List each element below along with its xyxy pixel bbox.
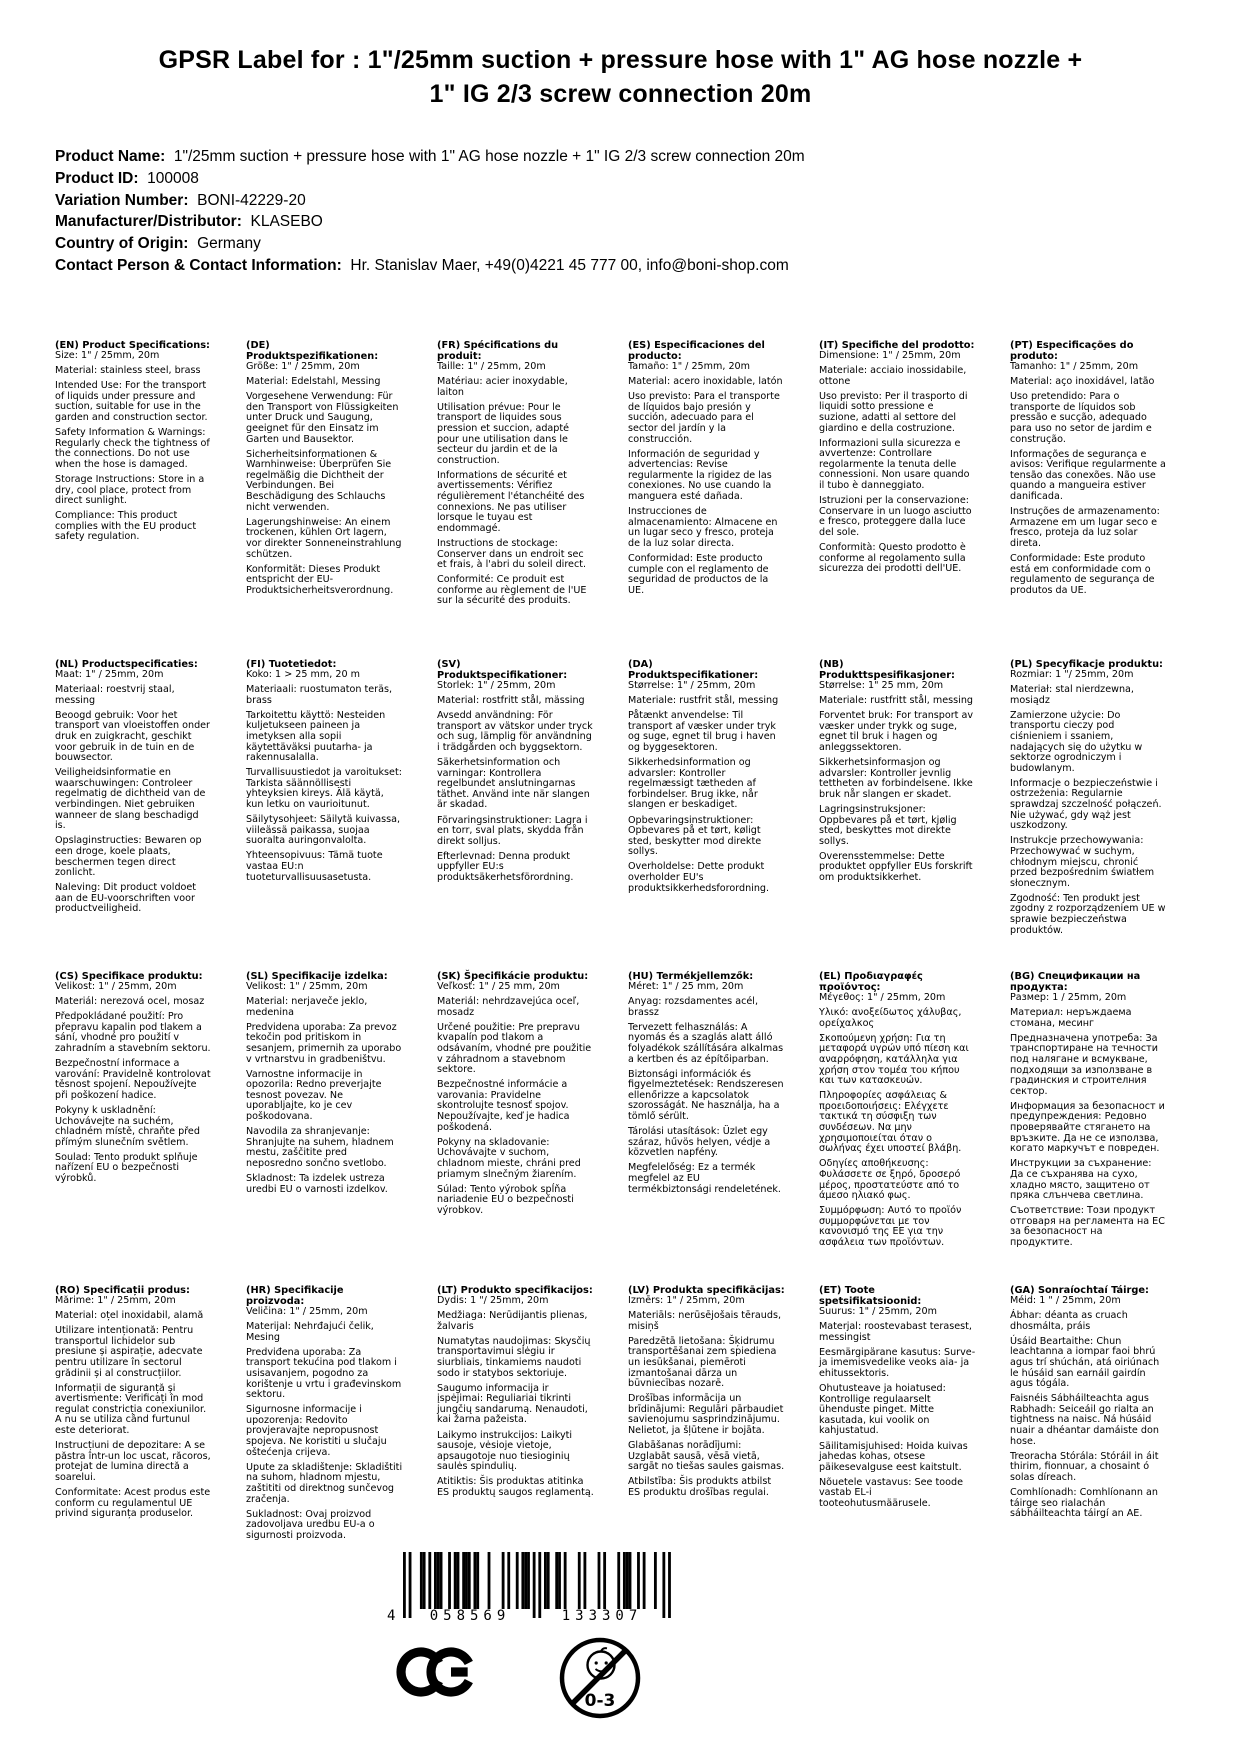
spec-paragraph: Uso pretendido: Para o transporte de líquidos sob pressão e sucção, adequado para uso no setor de jardim e construção. [1010, 391, 1152, 445]
spec-paragraph: Súlad: Tento výrobok spĺňa nariadenie EÚ o bezpečnosti výrobkov. [437, 1183, 574, 1216]
spec-paragraph: Medžiaga: Nerūdijantis plienas, žalvaris [437, 1310, 588, 1332]
spec-paragraph: Naleving: Dit product voldoet aan de EU-voorschriften voor productveiligheid. [55, 882, 197, 915]
spec-paragraph: Úsáid Beartaithe: Chun leachtanna a iompar faoi bhrú agus trí shúchán, atá oiriúnach le húsáid san earnáil gairdín agus tógála. [1010, 1335, 1160, 1390]
spec-block-pt [1010, 340, 1187, 659]
spec-paragraph: Informacje o bezpieczeństwie i ostrzeżenia: Regularnie sprawdzaj szczelność połączeń. Nie używać, gdy wąż jest uszkodzony. [1010, 777, 1162, 832]
spec-paragraph: Lagringsinstruksjoner: Oppbevares på et tørt, kjølig sted, beskyttes mot direkte sollys. [819, 803, 957, 847]
ean13-barcode [387, 1552, 673, 1636]
spec-paragraph: Zamierzone użycie: Do transportu cieczy pod ciśnieniem i ssaniem, nadających się do użytku w sektorze ogrodniczym i budowlanym. [1010, 709, 1143, 774]
spec-paragraph: Intended Use: For the transport of liquids under pressure and suction, suitable for use in the garden and construction sector. [55, 380, 208, 423]
spec-paragraph: Съответствие: Този продукт отговаря на регламента на ЕС за безопасност на продуктите. [1010, 1205, 1165, 1248]
spec-paragraph: Avsedd användning: För transport av vätskor under tryck och sug, lämplig för användning i trädgården och byggsektorn. [437, 710, 593, 753]
spec-paragraph: Bezpečnostní informace a varování: Pravidelně kontrolovat těsnost spojení. Nepoužívejte při poškození hadice. [55, 1058, 211, 1101]
spec-paragraph: Dimensione: 1" / 25mm, 20m [819, 350, 961, 361]
spec-block-header: (EL) Προδιαγραφές προϊόντος: [819, 971, 923, 993]
product-info-row [55, 190, 805, 212]
spec-paragraph: Instructions de stockage: Conserver dans un endroit sec et frais, à l'abri du soleil direct. [437, 537, 587, 571]
product-info-row [55, 211, 805, 233]
spec-paragraph: Varnostne informacije in opozorila: Redno preverjajte tesnost povezav. Ne uporabljajte, ko je cev poškodovana. [246, 1068, 382, 1123]
spec-paragraph: Předpokládané použití: Pro přepravu kapalin pod tlakem a sání, vhodné pro použití v zahradním a stavebním sektoru. [55, 1011, 211, 1054]
spec-paragraph: Material: oțel inoxidabil, alamă [55, 1310, 204, 1322]
product-info [55, 146, 805, 277]
spec-paragraph: Turvallisuustiedot ja varoitukset: Tarkista säännöllisesti yhteyksien kireys. Älä käytä, kun letku on vaurioitunut. [246, 767, 402, 811]
spec-block-ro [55, 1285, 232, 1546]
spec-paragraph: Lagerungshinweise: An einem trockenen, kühlen Ort lagern, vor direkter Sonneneinstrahlung schützen. [246, 516, 402, 560]
spec-paragraph: Veličina: 1" / 25mm, 20m [246, 1306, 368, 1317]
spec-block-et [819, 1285, 996, 1546]
spec-paragraph: Biztonsági információk és figyelmeztetések: Rendszeresen ellenőrizze a kapcsolatok szorosságát. Ne használja, ha a tömlő sérült. [628, 1068, 784, 1123]
spec-paragraph: Atitiktis: Šis produktas atitinka ES produktų saugos reglamentą. [437, 1476, 594, 1498]
spec-paragraph: Tervezett felhasználás: A nyomás és a szaglás alatt álló folyadékok szállítására alkalmas a kertben és az építőiparban. [628, 1021, 784, 1065]
spec-block-body [1010, 1296, 1167, 1520]
spec-paragraph: Uso previsto: Para el transporte de líquidos bajo presión y succión, adecuado para el sector del jardín y la construcción. [628, 391, 780, 445]
spec-paragraph: Numatytas naudojimas: Skysčių transportavimui slėgiu ir siurbliais, tinkamiems naudoti sodo ir statybos sektoriuje. [437, 1335, 591, 1379]
spec-block-bg [1010, 971, 1187, 1285]
spec-block-body [55, 982, 212, 1185]
spec-paragraph: Materiale: acciaio inossidabile, ottone [819, 365, 967, 387]
info-label: Product ID: [55, 169, 148, 187]
spec-paragraph: Tárolási utasítások: Üzlet egy száraz, hűvös helyen, védje a közvetlen napfény. [628, 1126, 771, 1159]
spec-paragraph: Instrukcje przechowywania: Przechowywać w suchym, chłodnym miejscu, chronić przed bezpośrednim światłem słonecznym. [1010, 835, 1155, 889]
spec-block-header: (NL) Productspecificaties: [55, 659, 198, 670]
spec-paragraph: Yhteensopivuus: Tämä tuote vastaa EU:n tuoteturvallisuusasetusta. [246, 850, 383, 883]
spec-paragraph: Información de seguridad y advertencias: Revise regularmente la rigidez de las conexiones. No use cuando la manguera esté dañada. [628, 448, 772, 503]
spec-paragraph: Οδηγίες αποθήκευσης: Φυλάσσετε σε ξηρό, δροσερό μέρος, προστατεύστε από το άμεσο ηλιακό φως. [819, 1158, 961, 1202]
spec-block-body [55, 1296, 212, 1520]
spec-paragraph: Σκοπούμενη χρήση: Για τη μεταφορά υγρών υπό πίεση και αναρρόφηση, κατάλληλα για χρήση στον τομέα του κήπου και των κατασκευών. [819, 1032, 969, 1087]
spec-block-body [628, 982, 785, 1195]
spec-paragraph: Materiál: nerezová ocel, mosaz [55, 996, 205, 1008]
spec-paragraph: Materiale: rustfritt stål, messing [819, 695, 973, 707]
spec-paragraph: Paredzētā lietošana: Šķidrumu transportēšanai zem spiediena un iesūkšanai, piemēroti izmantošanai dārza un būvniecības nozarē. [628, 1335, 777, 1390]
spec-paragraph: Soulad: Tento produkt splňuje nařízení EU o bezpečnosti výrobků. [55, 1151, 198, 1184]
spec-block-header: (NB) Produkttspesifikasjoner: [819, 659, 955, 681]
spec-paragraph: Nõuetele vastavus: See toode vastab EL-i tooteohutusmäärusele. [819, 1476, 963, 1509]
product-info-row [55, 146, 805, 168]
spec-paragraph: Conformità: Questo prodotto è conforme al regolamento sulla sicurezza dei prodotti dell'UE. [819, 542, 966, 575]
spec-paragraph: Taille: 1" / 25mm, 20m [437, 361, 546, 372]
spec-paragraph: Compliance: This product complies with the EU product safety regulation. [55, 510, 197, 543]
info-value: KLASEBO [250, 213, 323, 231]
spec-paragraph: Comhlíonadh: Comhlíonann an táirge seo rialachán sábháilteachta táirgí an AE. [1010, 1487, 1158, 1520]
spec-paragraph: Zgodność: Ten produkt jest zgodny z rozporządzeniem UE w sprawie bezpieczeństwa produktów. [1010, 892, 1166, 936]
spec-block-lv [628, 1285, 805, 1546]
spec-paragraph: Sigurnosne informacije i upozorenja: Redovito provjeravajte nepropusnost spojeva. Ne koristiti u slučaju oštećenja crijeva. [246, 1404, 387, 1458]
spec-paragraph: Sikkerhedsinformation og advarsler: Kontroller regelmæssigt tætheden af forbindelser. Brug ikke, når slangen er beskadiget. [628, 757, 758, 811]
spec-block-header: (IT) Specifiche del prodotto: [819, 340, 975, 351]
spec-paragraph: Konformität: Dieses Produkt entspricht der EU-Produktsicherheitsverordnung. [246, 563, 394, 596]
spec-block-nl [55, 659, 232, 971]
spec-block-header: (SK) Špecifikácie produktu: [437, 971, 589, 982]
spec-paragraph: Συμμόρφωση: Αυτό το προϊόν συμμορφώνεται με τον κανονισμό της ΕΕ για την ασφάλεια των προϊόντων. [819, 1205, 962, 1248]
spec-block-header: (PT) Especificações do produto: [1010, 340, 1134, 362]
info-label: Contact Person & Contact Information: [55, 256, 351, 274]
spec-paragraph: Suurus: 1" / 25mm, 20m [819, 1306, 937, 1317]
spec-paragraph: Informações de segurança e avisos: Verifique regularmente a tensão das conexões. Não use quando a mangueira estiver danificada. [1010, 448, 1166, 503]
spec-paragraph: Material: acero inoxidable, latón [628, 376, 783, 388]
spec-paragraph: Materiál: nehrdzavejúca oceľ, mosadz [437, 996, 580, 1018]
product-info-row [55, 255, 805, 277]
spec-paragraph: Größe: 1" / 25mm, 20m [246, 361, 360, 372]
spec-block-it [819, 340, 996, 659]
spec-paragraph: Laikymo instrukcijos: Laikyti sausoje, vėsioje vietoje, apsaugotoje nuo tiesioginių saulės spindulių. [437, 1429, 573, 1473]
spec-paragraph: Material: nerjaveče jeklo, medenina [246, 996, 368, 1018]
ce-mark-icon [396, 1646, 476, 1702]
spec-paragraph: Størrelse: 1" 25 mm, 20m [819, 680, 944, 691]
product-info-row [55, 233, 805, 255]
spec-paragraph: Informazioni sulla sicurezza e avvertenze: Controllare regolarmente la tenuta delle connessioni. Non usare quando il tubo è danneggiato. [819, 437, 970, 492]
spec-paragraph: Instrucciones de almacenamiento: Almacene en un lugar seco y fresco, proteja de la luz solar directa. [628, 506, 778, 549]
barcode-system-digit: 4 [387, 1608, 396, 1624]
spec-paragraph: Overholdelse: Dette produkt overholder EU's produktsikkerhedsforordning. [628, 861, 770, 894]
spec-paragraph: Saugumo informacija ir įspėjimai: Reguliariai tikrinti jungčių sandarumą. Nenaudoti, kai žarna pažeista. [437, 1382, 588, 1426]
spec-block-header: (DA) Produktspecifikationer: [628, 659, 759, 681]
info-label: Product Name: [55, 148, 174, 165]
spec-paragraph: Koko: 1 > 25 mm, 20 m [246, 669, 360, 680]
spec-paragraph: Dydis: 1 "/ 25mm, 20m [437, 1295, 549, 1306]
spec-paragraph: Materiaali: ruostumaton teräs, brass [246, 684, 393, 706]
spec-block-sv [437, 659, 614, 971]
spec-paragraph: Mărime: 1" / 25mm, 20m [55, 1295, 176, 1306]
spec-block-body [819, 993, 976, 1249]
info-value: 100008 [147, 169, 199, 187]
spec-paragraph: Информация за безопасност и предупреждения: Редовно проверявайте стягането на връзките. Да не се използва, когато маркучът е повреден. [1010, 1100, 1165, 1155]
spec-block-header: (CS) Specifikace produktu: [55, 971, 203, 982]
spec-paragraph: Forventet bruk: For transport av væsker under trykk og suge, egnet til bruk i hagen og anleggssektoren. [819, 710, 974, 753]
info-value: 1"/25mm suction + pressure hose with 1" AG hose nozzle + 1" IG 2/3 screw connection 20m [173, 148, 805, 165]
spec-paragraph: Treoracha Stórála: Stóráil in áit thirim, fionnuar, a chosaint ó solas díreach. [1010, 1450, 1159, 1483]
spec-paragraph: Materiaal: roestvrij staal, messing [55, 684, 175, 706]
spec-block-nb [819, 659, 996, 971]
spec-block-body [55, 351, 212, 543]
spec-block-header: (FR) Spécifications du produit: [437, 340, 559, 362]
spec-block-header: (BG) Спецификации на продукта: [1010, 971, 1141, 993]
spec-block-body [1010, 362, 1167, 596]
spec-paragraph: Conformidad: Este producto cumple con el reglamento de seguridad de productos de la UE. [628, 553, 769, 596]
spec-paragraph: Beoogd gebruik: Voor het transport van vloeistoffen onder druk en zuigkracht, geschikt voor gebruik in de tuin en de bouwsector. [55, 709, 211, 764]
spec-paragraph: Utilizare intenționată: Pentru transportul lichidelor sub presiune și aspirație, adecvate pentru utilizare în sectorul grădinii și al construcțiilor. [55, 1325, 203, 1379]
spec-paragraph: Materijal: Nehrđajući čelik, Mesing [246, 1321, 374, 1343]
spec-block-header: (EN) Product Specifications: [55, 340, 210, 351]
spec-paragraph: Säilitamisjuhised: Hoida kuivas jahedas kohas, otsese päikesevalguse eest kaitstult. [819, 1440, 968, 1473]
spec-block-es [628, 340, 805, 659]
spec-paragraph: Veiligheidsinformatie en waarschuwingen: Controleer regelmatig de dichtheid van de verbindingen. Niet gebruiken wanneer de slang beschadigd is. [55, 767, 206, 832]
spec-block-hu [628, 971, 805, 1285]
spec-block-body [437, 982, 594, 1216]
spec-paragraph: Predvidena uporaba: Za prevoz tekočin pod pritiskom in sesanjem, primernih za uporabo v vrtnarstvu in gradbeništvu. [246, 1021, 402, 1065]
spec-block-sl [246, 971, 423, 1285]
spec-paragraph: Υλικό: ανοξείδωτος χάλυβας, ορείχαλκος [819, 1007, 962, 1029]
spec-block-body [246, 670, 403, 883]
spec-paragraph: Velikost: 1" / 25mm, 20m [55, 981, 177, 992]
spec-block-body [55, 670, 212, 915]
spec-paragraph: Glabāšanas norādījumi: Uzglabāt sausā, vēsā vietā, sargāt no tiešas saules gaismas. [628, 1440, 785, 1473]
spec-block-header: (GA) Sonraíochtaí Táirge: [1010, 1285, 1149, 1296]
spec-block-body [246, 362, 403, 596]
spec-paragraph: Material: Edelstahl, Messing [246, 376, 381, 388]
spec-block-body [246, 982, 403, 1195]
spec-paragraph: Μέγεθος: 1" / 25mm, 20m [819, 992, 946, 1003]
spec-block-da [628, 659, 805, 971]
spec-paragraph: Instrucțiuni de depozitare: A se păstra într-un loc uscat, răcoros, protejat de lumina directă a soarelui. [55, 1440, 211, 1483]
spec-paragraph: Materiāls: nerūsējošais tērauds, misiņš [628, 1310, 781, 1332]
spec-paragraph: Conformidade: Este produto está em conformidade com o regulamento de segurança de produtos da UE. [1010, 553, 1155, 596]
spec-block-fr [437, 340, 614, 659]
spec-paragraph: Tamanho: 1" / 25mm, 20m [1010, 361, 1139, 372]
spec-paragraph: Utilisation prévue: Pour le transport de liquides sous pression et succion, adapté pour une utilisation dans le secteur du jardin et de la construction. [437, 401, 570, 466]
spec-paragraph: Drošības informācija un brīdinājumi: Regulāri pārbaudiet savienojumu sasprindzinājumu. Nelietot, ja šļūtene ir bojāta. [628, 1393, 784, 1437]
spec-paragraph: Safety Information & Warnings: Regularly check the tightness of the connections. Do not use when the hose is damaged. [55, 427, 210, 470]
spec-paragraph: Maat: 1" / 25mm, 20m [55, 669, 164, 680]
age-warning-text: 0-3 [584, 1691, 616, 1711]
spec-block-body [628, 362, 785, 596]
spec-paragraph: Matériau: acier inoxydable, laiton [437, 376, 568, 398]
spec-paragraph: Sicherheitsinformationen & Warnhinweise: Überprüfen Sie regelmäßig die Dichtheit der Verbindungen. Bei Beschädigung des Schlauchs nicht verwenden. [246, 448, 392, 513]
spec-block-header: (ES) Especificaciones del producto: [628, 340, 765, 362]
spec-paragraph: Eesmärgipärane kasutus: Surve- ja imemisvedelike veoks aia- ja ehitussektoris. [819, 1346, 976, 1379]
spec-block-hr [246, 1285, 423, 1546]
spec-paragraph: Conformité: Ce produit est conforme au règlement de l'UE sur la sécurité des produits. [437, 574, 587, 607]
spec-paragraph: Material: stainless steel, brass [55, 365, 201, 377]
spec-paragraph: Opslaginstructies: Bewaren op een droge, koele plaats, beschermen tegen direct zonlicht. [55, 835, 202, 879]
spec-paragraph: Informations de sécurité et avertissements: Vérifiez régulièrement l'étanchéité des connexions. Ne pas utiliser lorsque le tuyau est endommagé. [437, 469, 585, 534]
product-info-row [55, 168, 805, 190]
spec-block-pl [1010, 659, 1187, 971]
spec-block-body [1010, 993, 1167, 1249]
spec-paragraph: Påtænkt anvendelse: Til transport af væsker under tryk og suge, egnet til brug i haven og byggesektoren. [628, 710, 776, 753]
barcode-right-digits: 133307 [561, 1608, 643, 1624]
spec-paragraph: Size: 1" / 25mm, 20m [55, 350, 160, 361]
spec-block-body [246, 1307, 403, 1541]
spec-paragraph: Rozmiar: 1 "/ 25mm, 20m [1010, 669, 1134, 680]
spec-block-en [55, 340, 232, 659]
spec-paragraph: Uso previsto: Per il trasporto di liquidi sotto pressione e suzione, adatti al settore del giardino e della costruzione. [819, 390, 968, 434]
spec-paragraph: Upute za skladištenje: Skladištiti na suhom, hladnom mjestu, zaštititi od direktnog sunčevog zračenja. [246, 1461, 403, 1505]
spec-paragraph: Izmērs: 1" / 25mm, 20m [628, 1295, 745, 1306]
spec-block-cs [55, 971, 232, 1285]
language-blocks-grid [55, 340, 1187, 1546]
spec-paragraph: Navodila za shranjevanje: Shranjujte na suhem, hladnem mestu, zaščitite pred neposredno sončno svetlobo. [246, 1126, 394, 1169]
spec-block-el [819, 971, 996, 1285]
spec-paragraph: Veľkosť: 1" / 25 mm, 20m [437, 981, 560, 992]
spec-block-body [628, 1296, 785, 1499]
spec-paragraph: Istruzioni per la conservazione: Conservare in un luogo asciutto e fresco, proteggere dalla luce del sole. [819, 495, 972, 538]
info-value: BONI-42229-20 [197, 191, 306, 209]
spec-block-body [1010, 670, 1167, 936]
spec-paragraph: Размер: 1 / 25mm, 20m [1010, 992, 1127, 1003]
spec-paragraph: Anyag: rozsdamentes acél, brassz [628, 996, 758, 1018]
spec-block-lt [437, 1285, 614, 1546]
spec-paragraph: Tarkoitettu käyttö: Nesteiden kuljetukseen paineen ja imetyksen alla sopii käytettäväksi puutarha- ja rakennusalalla. [246, 709, 386, 764]
age-warning-0-3-icon [558, 1636, 642, 1724]
spec-paragraph: Méret: 1" / 25 mm, 20m [628, 981, 744, 992]
spec-paragraph: Opbevaringsinstruktioner: Opbevares på et tørt, køligt sted, beskytter mod direkte sollys. [628, 814, 762, 858]
spec-block-sk [437, 971, 614, 1285]
spec-paragraph: Velikost: 1" / 25mm, 20m [246, 981, 368, 992]
info-label: Variation Number: [55, 191, 198, 209]
spec-block-fi [246, 659, 423, 971]
spec-paragraph: Sikkerhetsinformasjon og advarsler: Kontroller jevnlig tettheten av forbindelsene. Ikke bruk når slangen er skadet. [819, 757, 973, 800]
spec-paragraph: Størrelse: 1" / 25mm, 20m [628, 680, 756, 691]
spec-paragraph: Materiał: stal nierdzewna, mosiądz [1010, 684, 1134, 706]
spec-block-body [437, 1296, 594, 1499]
spec-block-header: (ET) Toote spetsifikatsioonid: [819, 1285, 922, 1307]
spec-block-de [246, 340, 423, 659]
spec-paragraph: Säkerhetsinformation och varningar: Kontrollera regelbundet anslutningarnas täthet. Använd inte när slangen är skadad. [437, 757, 590, 811]
spec-block-header: (FI) Tuotetiedot: [246, 659, 337, 670]
spec-paragraph: Материал: неръждаема стомана, месинг [1010, 1007, 1132, 1029]
spec-paragraph: Pokyny k uskladnění: Uchovávejte na suchém, chladném místě, chraňte před přímým slunečním světlem. [55, 1104, 200, 1148]
spec-paragraph: Skladnost: Ta izdelek ustreza uredbi EU o varnosti izdelkov. [246, 1173, 388, 1195]
spec-paragraph: Ábhar: déanta as cruach dhosmálta, práis [1010, 1310, 1128, 1332]
spec-paragraph: Tamaño: 1" / 25mm, 20m [628, 361, 751, 372]
spec-paragraph: Overensstemmelse: Dette produktet oppfyller EUs forskrift om produktsikkerhet. [819, 850, 973, 883]
spec-paragraph: Materjal: roostevabast terasest, messingist [819, 1321, 972, 1343]
page-title: GPSR Label for : 1"/25mm suction + pressure hose with 1" AG hose nozzle + 1" IG 2/3 screw connection 20m [158, 46, 1083, 108]
spec-block-body [437, 362, 594, 607]
spec-block-body [819, 351, 976, 575]
info-value: Germany [197, 235, 261, 253]
spec-paragraph: Conformitate: Acest produs este conform cu regulamentul UE privind siguranța produselor. [55, 1487, 211, 1520]
spec-block-header: (LT) Produkto specifikacijos: [437, 1285, 593, 1296]
spec-paragraph: Инструкции за съхранение: Да се съхранява на сухо, хладно място, защитено от пряка слънчева светлина. [1010, 1158, 1152, 1202]
spec-paragraph: Instruções de armazenamento: Armazene em um lugar seco e fresco, proteja da luz solar direta. [1010, 506, 1160, 549]
spec-paragraph: Pokyny na skladovanie: Uchovávajte v suchom, chladnom mieste, chráni pred priamym slnečným žiarením. [437, 1136, 581, 1180]
spec-block-body [628, 681, 785, 894]
spec-paragraph: Πληροφορίες ασφάλειας & προειδοποιήσεις: Ελέγχετε τακτικά τη σύσφιξη των συνδέσεων. Να μην χρησιμοποιείται όταν ο σωλήνας έχει υποστεί βλάβη. [819, 1090, 962, 1155]
spec-paragraph: Предназначена употреба: За транспортиране на течности под налягане и всмукване, подходящи за използване в градинския и строителния сектор. [1010, 1032, 1158, 1097]
spec-block-header: (PL) Specyfikacje produktu: [1010, 659, 1163, 670]
spec-block-header: (DE) Produktspezifikationen: [246, 340, 379, 362]
spec-block-header: (LV) Produkta specifikācijas: [628, 1285, 785, 1296]
spec-block-header: (RO) Specificații produs: [55, 1285, 190, 1296]
spec-paragraph: Megfelelőség: Ez a termék megfelel az EU termékbiztonsági rendeletének. [628, 1162, 781, 1195]
spec-paragraph: Förvaringsinstruktioner: Lagra i en torr, sval plats, skydda från direkt solljus. [437, 814, 588, 847]
spec-paragraph: Materiale: rustfrit stål, messing [628, 695, 779, 707]
spec-paragraph: Faisnéis Sábháilteachta agus Rabhadh: Seiceáil go rialta an tightness na naisc. Ná húsáid nuair a dhéantar damáiste don hose. [1010, 1393, 1159, 1447]
spec-paragraph: Ohutusteave ja hoiatused: Kontrollige regulaarselt ühenduste pinget. Mitte kasutada, kui voolik on kahjustatud. [819, 1383, 946, 1437]
spec-paragraph: Méid: 1 " / 25mm, 20m [1010, 1295, 1121, 1306]
spec-block-body [819, 1307, 976, 1510]
spec-block-body [819, 681, 976, 884]
spec-paragraph: Efterlevnad: Denna produkt uppfyller EU:s produktsäkerhetsförordning. [437, 850, 574, 883]
spec-block-ga [1010, 1285, 1187, 1546]
spec-paragraph: Säilytysohjeet: Säilytä kuivassa, viileässä paikassa, suojaa suoralta auringonvalolta. [246, 814, 401, 847]
barcode-left-digits: 058569 [429, 1608, 511, 1624]
info-label: Country of Origin: [55, 235, 198, 253]
spec-paragraph: Bezpečnostné informácie a varovania: Pravidelne skontrolujte tesnosť spojov. Nepoužívajte, keď je hadica poškodená. [437, 1079, 570, 1133]
spec-paragraph: Material: aço inoxidável, latão [1010, 376, 1155, 388]
spec-paragraph: Sukladnost: Ovaj proizvod zadovoljava uredbu EU-a o sigurnosti proizvoda. [246, 1508, 375, 1541]
spec-paragraph: Predviđena uporaba: Za transport tekućina pod tlakom i usisavanjem, pogodno za korištenje u vrtu i građevinskom sektoru. [246, 1346, 402, 1401]
spec-block-header: (SL) Specifikacije izdelka: [246, 971, 388, 982]
spec-paragraph: Atbilstība: Šis produkts atbilst ES produktu drošības regulai. [628, 1476, 772, 1498]
info-value: Hr. Stanislav Maer, +49(0)4221 45 777 00, info@boni-shop.com [350, 256, 789, 274]
spec-paragraph: Vorgesehene Verwendung: Für den Transport von Flüssigkeiten unter Druck und Saugung, geeignet für den Einsatz im Garten und Bausektor. [246, 391, 399, 445]
spec-paragraph: Material: rostfritt stål, mässing [437, 695, 585, 707]
spec-block-header: (HU) Termékjellemzők: [628, 971, 754, 982]
spec-paragraph: Určené použitie: Pre prepravu kvapalín pod tlakom a odsávaním, vhodné pre použitie v záhradnom a stavebnom sektore. [437, 1021, 592, 1076]
info-label: Manufacturer/Distributor: [55, 213, 251, 231]
spec-block-header: (HR) Specifikacije proizvoda: [246, 1285, 344, 1307]
spec-block-header: (SV) Produktspecifikationer: [437, 659, 568, 681]
spec-block-body [437, 681, 594, 884]
spec-paragraph: Storage Instructions: Store in a dry, cool place, protect from direct sunlight. [55, 473, 205, 507]
spec-paragraph: Informații de siguranță și avertismente: Verificați în mod regulat constricția conexiunilor. A nu se utiliza când furtunul este deteriorat. [55, 1382, 207, 1437]
spec-paragraph: Storlek: 1" / 25mm, 20m [437, 680, 556, 691]
